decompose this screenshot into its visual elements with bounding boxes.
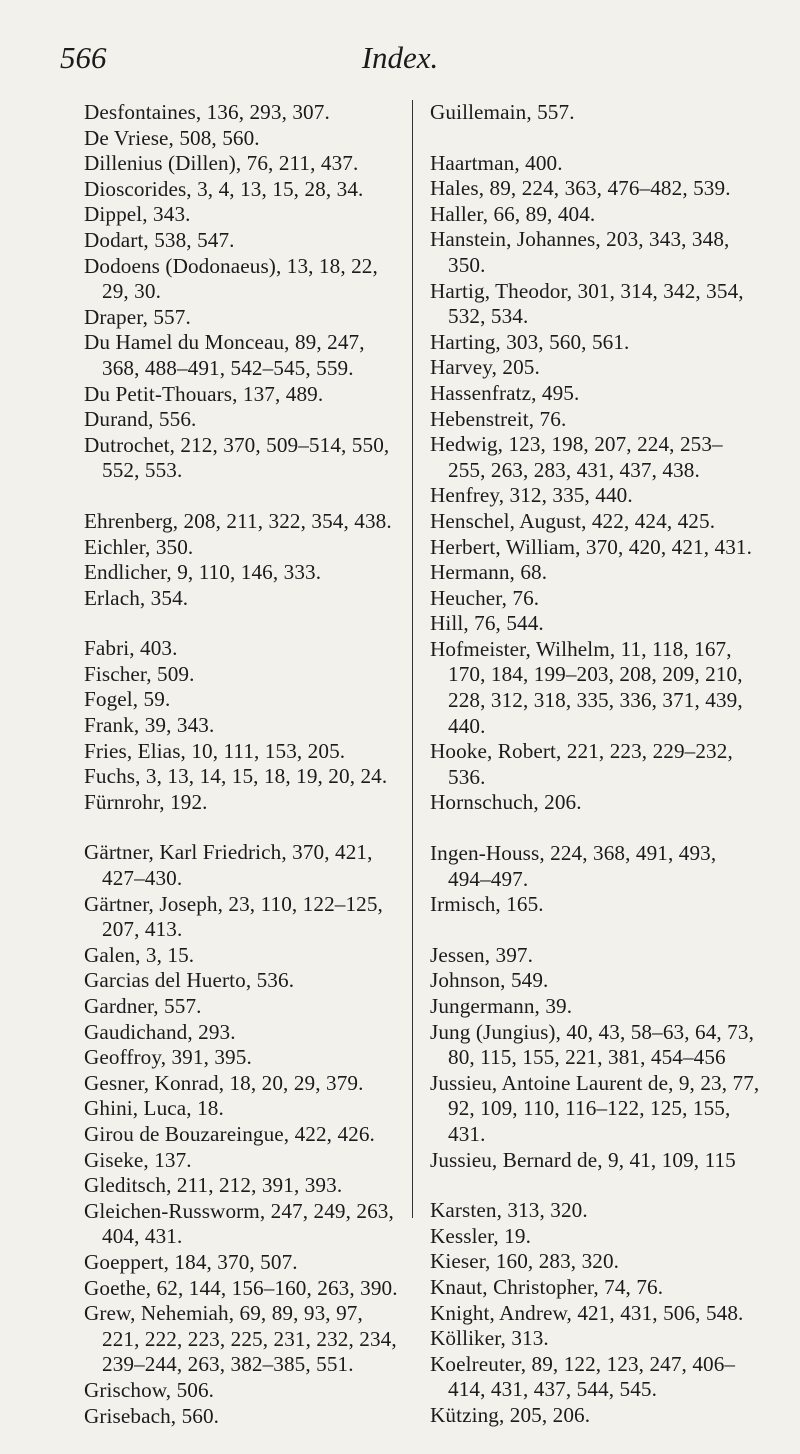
index-entry: Gleichen-Russworm, 247, 249, 263, 404, 431. — [84, 1198, 394, 1249]
index-entry: Hermann, 68. — [430, 560, 548, 585]
index-entry: Du Petit-Thouars, 137, 489. — [84, 381, 324, 406]
index-entry: Jussieu, Bernard de, 9, 41, 109, 115 — [430, 1147, 736, 1172]
index-entry: Haartman, 400. — [430, 150, 563, 175]
index-entry: Gleditsch, 211, 212, 391, 393. — [84, 1173, 343, 1198]
index-entry: Durand, 556. — [84, 407, 197, 432]
index-entry: Dodoens (Dodonaeus), 13, 18, 22, 29, 30. — [84, 253, 378, 304]
index-letter-group — [430, 1198, 760, 1428]
index-letter-group — [430, 841, 760, 918]
index-entry: Gardner, 557. — [84, 994, 202, 1018]
index-entry: Gesner, Konrad, 18, 20, 29, 379. — [84, 1070, 364, 1095]
index-entry: Grew, Nehemiah, 69, 89, 93, 97, 221, 222, 223, 225, 231, 232, 234, 239–244, 263, 382–385, 551. — [84, 1301, 397, 1377]
index-entry: Du Hamel du Monceau, 89, 247, 368, 488–491, 542–545, 559. — [84, 330, 365, 380]
index-entry: Hales, 89, 224, 363, 476–482, 539. — [430, 176, 731, 201]
index-entry: Herbert, William, 370, 420, 421, 431. — [430, 534, 752, 559]
index-entry: Hooke, Robert, 221, 223, 229–232, 536. — [430, 739, 733, 789]
index-entry: Gaudichand, 293. — [84, 1019, 236, 1044]
index-entry: Hedwig, 123, 198, 207, 224, 253–255, 263, 283, 431, 437, 438. — [430, 432, 723, 482]
index-entry: Gärtner, Joseph, 23, 110, 122–125, 207, 413. — [84, 891, 383, 942]
index-entry: Kessler, 19. — [430, 1223, 531, 1248]
index-entry: Galen, 3, 15. — [84, 942, 195, 967]
index-letter-group — [84, 636, 402, 815]
index-letter-group — [84, 100, 402, 484]
index-entry: Hofmeister, Wilhelm, 11, 118, 167, 170, 184, 199–203, 208, 209, 210, 228, 312, 318, 335, 336, 371, 439, 440. — [430, 636, 743, 738]
index-entry: Jessen, 397. — [430, 942, 534, 967]
index-entry: Goethe, 62, 144, 156–160, 263, 390. — [84, 1275, 398, 1300]
index-column-right — [430, 100, 760, 1454]
index-entry: Dodart, 538, 547. — [84, 227, 235, 252]
index-entry: Endlicher, 9, 110, 146, 333. — [84, 560, 322, 585]
index-entry: Knight, Andrew, 421, 431, 506, 548. — [430, 1300, 744, 1325]
index-entry: Hanstein, Johannes, 203, 343, 348, 350. — [430, 227, 730, 277]
index-entry: Erlach, 354. — [84, 585, 189, 610]
index-entry: Dioscorides, 3, 4, 13, 15, 28, 34. — [84, 176, 364, 201]
index-entry: Dillenius (Dillen), 76, 211, 437. — [84, 151, 359, 176]
index-letter-group — [84, 509, 402, 611]
index-entry: Henschel, August, 422, 424, 425. — [430, 508, 716, 533]
running-title: Index. — [361, 40, 439, 75]
index-entry: Dippel, 343. — [84, 202, 191, 227]
index-entry: Johnson, 549. — [430, 968, 549, 993]
index-entry: Desfontaines, 136, 293, 307. — [84, 100, 330, 124]
index-letter-group — [430, 100, 760, 126]
index-entry: Henfrey, 312, 335, 440. — [430, 483, 633, 508]
index-entry: Ingen-Houss, 224, 368, 491, 493, 494–497. — [430, 841, 717, 891]
index-entry: Harting, 303, 560, 561. — [430, 329, 630, 354]
index-entry: Ghini, Luca, 18. — [84, 1096, 224, 1121]
page-number: 566 — [60, 40, 107, 75]
index-entry: Karsten, 313, 320. — [430, 1198, 588, 1223]
index-entry: Hartig, Theodor, 301, 314, 342, 354, 532, 534. — [430, 278, 744, 329]
index-entry: Dutrochet, 212, 370, 509–514, 550, 552, 553. — [84, 432, 390, 483]
index-entry: Fischer, 509. — [84, 661, 195, 686]
index-entry: Giseke, 137. — [84, 1147, 192, 1172]
index-entry: Hebenstreit, 76. — [430, 406, 567, 431]
index-letter-group — [430, 943, 760, 1173]
index-entry: Garcias del Huerto, 536. — [84, 968, 295, 993]
index-entry: Jung (Jungius), 40, 43, 58–63, 64, 73, 80, 115, 155, 221, 381, 454–456 — [430, 1019, 754, 1070]
index-entry: Ehrenberg, 208, 211, 322, 354, 438. — [84, 508, 392, 533]
index-entry: Goeppert, 184, 370, 507. — [84, 1249, 298, 1274]
index-entry: Fries, Elias, 10, 111, 153, 205. — [84, 738, 346, 763]
index-entry: Grisebach, 560. — [84, 1403, 220, 1428]
index-entry: Frank, 39, 343. — [84, 713, 215, 738]
index-letter-group — [430, 151, 760, 816]
index-entry: Irmisch, 165. — [430, 892, 544, 917]
index-entry: De Vriese, 508, 560. — [84, 125, 260, 150]
index-entry: Gärtner, Karl Friedrich, 370, 421, 427–430. — [84, 840, 373, 891]
index-entry: Haller, 66, 89, 404. — [430, 201, 596, 226]
index-column-left — [84, 100, 402, 1454]
index-entry: Jungermann, 39. — [430, 994, 573, 1018]
index-entry: Kützing, 205, 206. — [430, 1402, 591, 1427]
index-entry: Koelreuter, 89, 122, 123, 247, 406–414, 431, 437, 544, 545. — [430, 1351, 736, 1402]
index-entry: Geoffroy, 391, 395. — [84, 1045, 252, 1070]
index-entry: Eichler, 350. — [84, 534, 194, 559]
index-entry: Fabri, 403. — [84, 636, 178, 661]
index-entry: Harvey, 205. — [430, 355, 540, 380]
index-entry: Kieser, 160, 283, 320. — [430, 1249, 620, 1274]
index-entry: Grischow, 506. — [84, 1377, 215, 1402]
page-header — [0, 40, 800, 88]
index-entry: Draper, 557. — [84, 304, 191, 329]
index-entry: Kölliker, 313. — [430, 1326, 549, 1351]
index-entry: Hassenfratz, 495. — [430, 380, 580, 405]
index-entry: Knaut, Christopher, 74, 76. — [430, 1274, 664, 1299]
index-entry: Heucher, 76. — [430, 585, 540, 610]
index-entry: Hill, 76, 544. — [430, 611, 544, 636]
index-entry: Jussieu, Antoine Laurent de, 9, 23, 77, 92, 109, 110, 116–122, 125, 155, 431. — [430, 1070, 760, 1146]
index-entry: Fuchs, 3, 13, 14, 15, 18, 19, 20, 24. — [84, 764, 388, 789]
index-letter-group — [84, 840, 402, 1429]
index-entry: Girou de Bouzareingue, 422, 426. — [84, 1121, 375, 1146]
index-entry: Hornschuch, 206. — [430, 790, 582, 815]
index-entry: Fürnrohr, 192. — [84, 789, 208, 814]
column-divider — [412, 100, 413, 1218]
index-entry: Guillemain, 557. — [430, 100, 575, 124]
index-entry: Fogel, 59. — [84, 687, 171, 712]
